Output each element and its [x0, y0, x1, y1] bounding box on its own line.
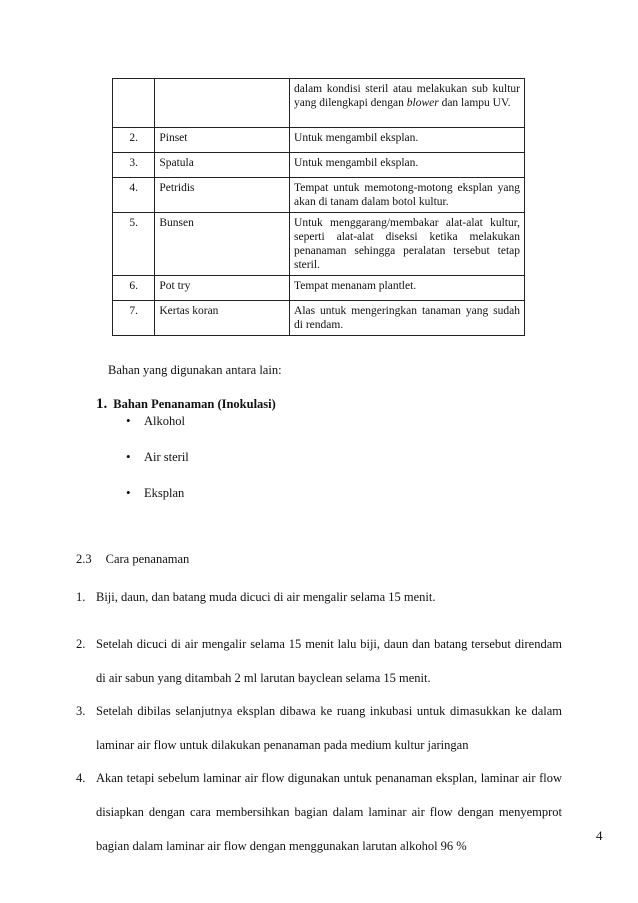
list-item-label: Eksplan: [144, 486, 185, 500]
tool-name: [155, 79, 290, 128]
tool-name: Pinset: [155, 128, 290, 153]
section-title: Bahan Penanaman (Inokulasi): [113, 397, 276, 411]
bullet-icon: •: [126, 413, 131, 428]
table-row: [113, 128, 525, 153]
tool-use: Tempat menanam plantlet.: [290, 276, 525, 301]
tool-name: Petridis: [155, 178, 290, 213]
table-row: [113, 213, 525, 276]
bullet-icon: •: [126, 449, 131, 464]
step-item: [76, 761, 562, 863]
table-row: [113, 276, 525, 301]
subsection-heading: [76, 551, 189, 567]
table-row: [113, 301, 525, 336]
row-number: 3.: [113, 153, 155, 178]
tool-use-text-end: dan lampu UV.: [438, 97, 511, 109]
table-row: [113, 79, 525, 128]
tool-name: Spatula: [155, 153, 290, 178]
subsection-number: 2.3: [76, 552, 92, 566]
row-number: 2.: [113, 128, 155, 153]
step-number: 2.: [76, 637, 86, 651]
step-item: [76, 627, 562, 695]
step-text: Biji, daun, dan batang muda dicuci di air mengalir selama 15 menit.: [96, 590, 436, 604]
list-item: [126, 449, 189, 465]
tool-use: Untuk mengambil eksplan.: [290, 128, 525, 153]
step-item: [76, 694, 562, 762]
section-heading: [96, 396, 276, 412]
step-text: Setelah dibilas selanjutnya eksplan dibawa ke ruang inkubasi untuk dimasukkan ke dalam laminar air flow untuk dilakukan penanaman pada medium kultur jaringan: [96, 704, 562, 752]
row-number: 5.: [113, 213, 155, 276]
tool-use: Tempat untuk memotong-motong eksplan yang akan di tanam dalam botol kultur.: [290, 178, 525, 213]
tool-use-text: dalam kondisi steril atau melakukan sub kultur yang dilengkapi dengan: [294, 83, 520, 109]
tool-name: Kertas koran: [155, 301, 290, 336]
intro-text: Bahan yang digunakan antara lain:: [108, 363, 282, 377]
tool-use-italic: blower: [406, 97, 439, 109]
row-number: 4.: [113, 178, 155, 213]
list-item-label: Alkohol: [144, 414, 185, 428]
list-item-label: Air steril: [144, 450, 189, 464]
row-number: 7.: [113, 301, 155, 336]
step-text: Setelah dicuci di air mengalir selama 15 menit lalu biji, daun dan batang tersebut direndam di air sabun yang ditambah 2 ml larutan bayclean selama 15 menit.: [96, 637, 562, 685]
tool-use: Untuk mengambil eksplan.: [290, 153, 525, 178]
list-item: [126, 485, 184, 501]
subsection-title: Cara penanaman: [105, 552, 190, 566]
list-item: [126, 413, 185, 429]
step-text: Akan tetapi sebelum laminar air flow digunakan untuk penanaman eksplan, laminar air flow disiapkan dengan cara membersihkan bagian dalam laminar air flow dengan menyemprot bagian dalam laminar air flow dengan menggunakan larutan alkohol 96 %: [96, 771, 562, 853]
row-number: [113, 79, 155, 128]
tool-use: [290, 79, 525, 128]
tools-table: [112, 78, 525, 336]
row-number: 6.: [113, 276, 155, 301]
tool-name: Bunsen: [155, 213, 290, 276]
bullet-icon: •: [126, 485, 131, 500]
section-number: 1.: [96, 396, 108, 412]
step-number: 1.: [76, 590, 86, 604]
page-number: 4: [596, 828, 603, 843]
step-number: 3.: [76, 704, 86, 718]
table-row: [113, 178, 525, 213]
tool-name: Pot try: [155, 276, 290, 301]
step-item: [76, 580, 562, 614]
tool-use: Untuk menggarang/membakar alat-alat kultur, seperti alat-alat diseksi ketika melakukan penanaman sehingga peralatan tersebut tetap steril.: [290, 213, 525, 276]
tool-use: Alas untuk mengeringkan tanaman yang sudah di rendam.: [290, 301, 525, 336]
step-number: 4.: [76, 771, 86, 785]
table-row: [113, 153, 525, 178]
